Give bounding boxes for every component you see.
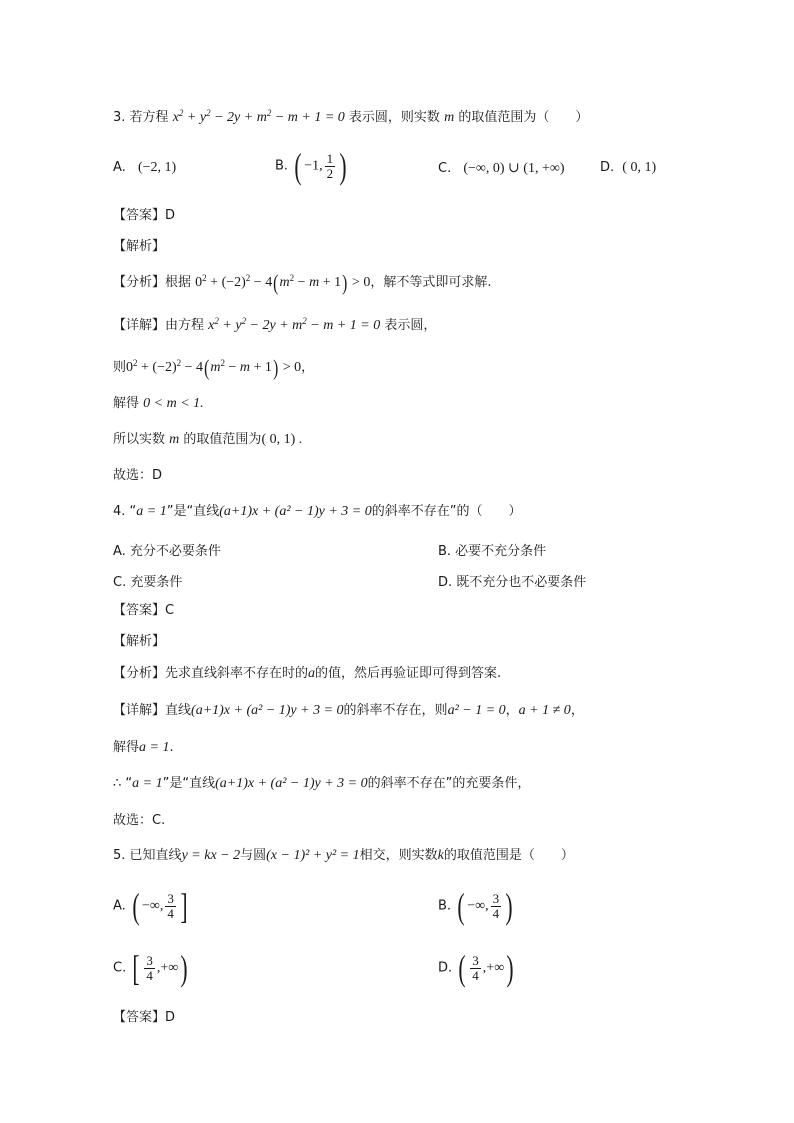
- q3-solve: 解得 0 < m < 1.: [113, 396, 204, 411]
- q3-conclusion: 所以实数 m 的取值范围为( 0, 1) .: [113, 432, 303, 447]
- q3-equation: $x^2 + y^2 - 2y + m^2 - m + 1 = 0$: [172, 108, 345, 125]
- q4-stem: 4. “a = 1”是“直线(a+1)x + (a² − 1)y + 3 = 0的斜率不存在”的（ ）: [113, 504, 522, 519]
- q4-option-a[interactable]: A. 充分不必要条件: [113, 544, 221, 559]
- q5-option-c[interactable]: C. [ $\frac{3}{4}$ ,+∞): [113, 948, 188, 988]
- q4-conclusion: ∴ “a = 1”是“直线(a+1)x + (a² − 1)y + 3 = 0的斜率不存在”的充要条件，: [113, 776, 531, 791]
- q3-analysis-tag: 【解析】: [113, 239, 166, 254]
- q3-stem: 3. 若方程 $x^2 + y^2 - 2y + m^2 - m + 1 = 0$ 表示圆，则实数 m 的取值范围为（ ）: [113, 108, 589, 125]
- q3-option-c[interactable]: C. (−∞, 0) ∪ (1, +∞): [438, 161, 565, 176]
- q3-fenxi: 【分析】根据 $0^2 + (-2)^2 - 4(m^2 - m + 1) > 0$，解不等式即可求解.: [113, 270, 492, 295]
- q3-answer: 【答案】D: [113, 208, 176, 223]
- q4-option-d[interactable]: D. 既不充分也不必要条件: [438, 575, 587, 590]
- q3-xiangjie: 【详解】由方程 $x^2 + y^2 - 2y + m^2 - m + 1 = 0$ 表示圆，: [113, 316, 437, 333]
- fraction: $\frac{1}{2}$: [326, 150, 334, 181]
- q4-option-b[interactable]: B. 必要不充分条件: [438, 544, 547, 559]
- q3-option-d[interactable]: D. ( 0, 1): [600, 160, 657, 175]
- q4-solve: 解得a = 1.: [113, 740, 174, 755]
- q3-discriminant: $0^2 + (-2)^2 - 4(m^2 - m + 1) > 0$: [195, 270, 371, 295]
- fraction: $\frac{3}{4}$: [472, 952, 479, 983]
- q4-answer: 【答案】C: [113, 603, 175, 618]
- q5-answer: 【答案】D: [113, 1010, 176, 1025]
- q4-xiangjie: 【详解】直线(a+1)x + (a² − 1)y + 3 = 0的斜率不存在，则a² − 1 = 0，a + 1 ≠ 0，: [113, 703, 584, 718]
- q3-choose: 故选：D: [113, 468, 163, 483]
- fraction: $\frac{3}{4}$: [146, 952, 153, 983]
- q4-choose: 故选：C.: [113, 813, 166, 828]
- q5-stem: 5. 已知直线y = kx − 2与圆(x − 1)² + y² = 1相交，则实数k的取值范围是（ ）: [113, 848, 574, 863]
- q4-fenxi: 【分析】先求直线斜率不存在时的a的值，然后再验证即可得到答案.: [113, 666, 502, 681]
- q3-option-b[interactable]: B. ( −1, $\frac{1}{2}$ ): [275, 146, 347, 186]
- q3-option-a[interactable]: A. (−2, 1): [113, 160, 177, 175]
- q5-option-a[interactable]: A. ( −∞, $\frac{3}{4}$ ]: [113, 886, 188, 926]
- q4-analysis-tag: 【解析】: [113, 634, 166, 649]
- q5-option-b[interactable]: B. ( −∞, $\frac{3}{4}$ ): [438, 886, 513, 926]
- fraction: $\frac{3}{4}$: [167, 890, 174, 921]
- q4-option-c[interactable]: C. 充要条件: [113, 575, 183, 590]
- fraction: $\frac{3}{4}$: [492, 890, 500, 921]
- q5-option-d[interactable]: D. ( $\frac{3}{4}$ ,+∞): [438, 948, 514, 988]
- q3-inequality: 则$0^2 + (-2)^2 - 4(m^2 - m + 1) > 0$，: [113, 355, 315, 380]
